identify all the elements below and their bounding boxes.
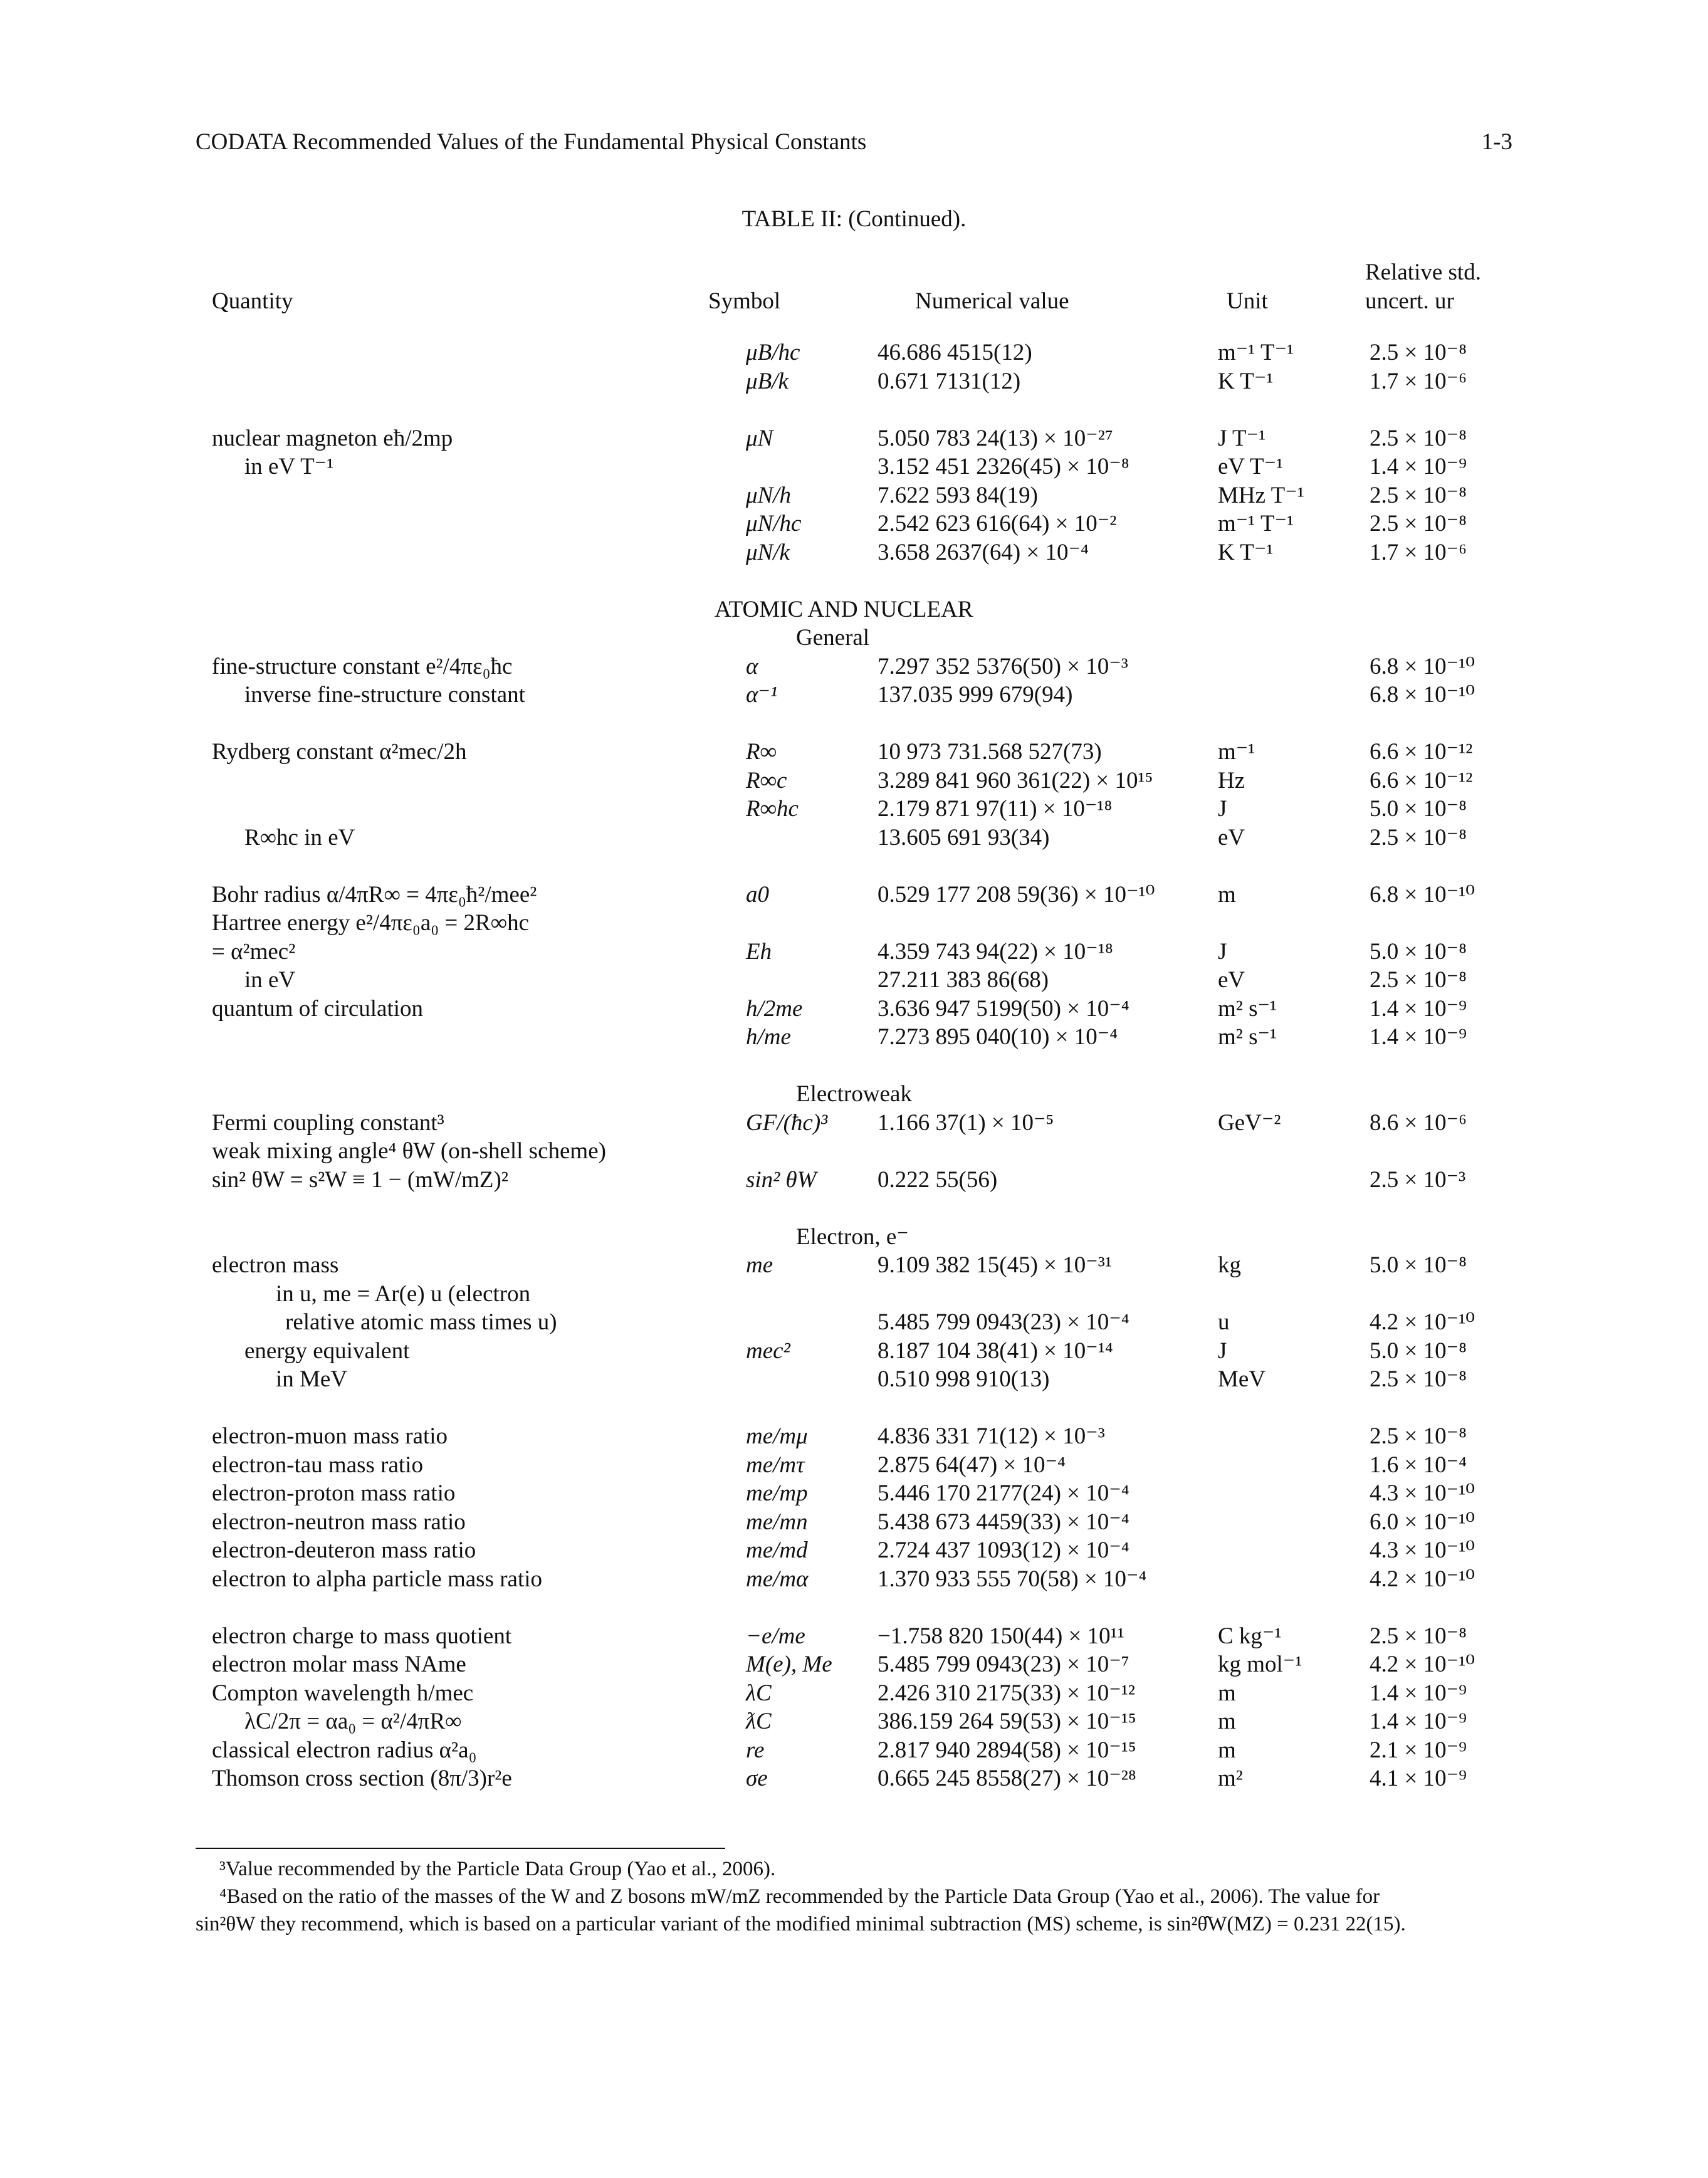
uncertainty-cell: 2.1 × 10⁻⁹ [1370, 1737, 1467, 1763]
table-row [0, 1251, 1708, 1280]
symbol-cell: me/mμ [746, 1423, 808, 1449]
uncertainty-cell: 6.0 × 10⁻¹⁰ [1370, 1509, 1475, 1535]
quantity-cell: Bohr radius α/4πR∞ = 4πε₀ħ²/mee² [212, 881, 537, 908]
unit-cell: m [1218, 881, 1236, 908]
quantity-cell: electron-muon mass ratio [212, 1423, 448, 1449]
symbol-cell: λC [746, 1680, 772, 1706]
value-cell: 13.605 691 93(34) [878, 824, 1050, 851]
value-cell: 2.724 437 1093(12) × 10⁻⁴ [878, 1537, 1129, 1563]
row-spacer [0, 709, 1708, 738]
uncertainty-cell: 4.2 × 10⁻¹⁰ [1370, 1309, 1475, 1335]
footnote-3: ³Value recommended by the Particle Data Group (Yao et al., 2006). [219, 1858, 776, 1880]
symbol-cell: sin² θW [746, 1166, 817, 1193]
value-cell: −1.758 820 150(44) × 10¹¹ [878, 1623, 1124, 1649]
uncertainty-cell: 1.7 × 10⁻⁶ [1370, 368, 1467, 394]
unit-cell: J [1218, 796, 1227, 822]
uncertainty-cell: 4.2 × 10⁻¹⁰ [1370, 1652, 1475, 1677]
value-cell: 3.152 451 2326(45) × 10⁻⁸ [878, 454, 1129, 479]
table-row [0, 1679, 1708, 1708]
uncertainty-cell: 2.5 × 10⁻⁸ [1370, 340, 1467, 365]
value-cell: 3.636 947 5199(50) × 10⁻⁴ [878, 995, 1129, 1022]
symbol-cell: me/mp [746, 1480, 808, 1506]
unit-cell: u [1218, 1309, 1230, 1335]
section-heading-row [0, 1080, 1708, 1109]
quantity-cell: relative atomic mass times u) [285, 1309, 557, 1335]
value-cell: 8.187 104 38(41) × 10⁻¹⁴ [878, 1338, 1113, 1364]
table-row [0, 1736, 1708, 1765]
unit-cell: MeV [1218, 1366, 1266, 1392]
running-header-title: CODATA Recommended Values of the Fundamental Physical Constants [196, 129, 867, 155]
value-cell: 4.836 331 71(12) × 10⁻³ [878, 1423, 1105, 1449]
quantity-cell: in u, me = Ar(e) u (electron [276, 1280, 531, 1307]
quantity-cell: in eV [244, 967, 296, 993]
unit-cell: kg [1218, 1252, 1241, 1278]
uncertainty-cell: 2.5 × 10⁻⁸ [1370, 1623, 1467, 1649]
value-cell: 10 973 731.568 527(73) [878, 739, 1102, 765]
uncertainty-cell: 6.6 × 10⁻¹² [1370, 767, 1473, 793]
uncertainty-cell: 2.5 × 10⁻⁸ [1370, 511, 1467, 537]
symbol-cell: re [746, 1737, 765, 1763]
relative-header-line2: uncert. ur [1365, 288, 1454, 314]
uncertainty-cell: 6.6 × 10⁻¹² [1370, 739, 1473, 765]
table-row [0, 1764, 1708, 1793]
value-cell: 2.817 940 2894(58) × 10⁻¹⁵ [878, 1737, 1136, 1763]
value-cell: 2.875 64(47) × 10⁻⁴ [878, 1452, 1066, 1478]
row-spacer [0, 1394, 1708, 1423]
uncertainty-cell: 1.4 × 10⁻⁹ [1370, 1680, 1467, 1706]
table-row [0, 1337, 1708, 1366]
uncertainty-cell: 4.1 × 10⁻⁹ [1370, 1766, 1467, 1791]
symbol-cell: R∞hc [746, 796, 799, 822]
uncertainty-cell: 5.0 × 10⁻⁸ [1370, 938, 1467, 965]
table-row [0, 1422, 1708, 1451]
unit-cell: eV [1218, 824, 1245, 851]
unit-cell: m² s⁻¹ [1218, 1024, 1277, 1050]
quantity-cell: Thomson cross section (8π/3)r²e [212, 1766, 512, 1791]
quantity-cell: fine-structure constant e²/4πε₀ħc [212, 653, 513, 679]
uncertainty-cell: 1.6 × 10⁻⁴ [1370, 1452, 1467, 1478]
quantity-cell: = α²mec² [212, 938, 296, 965]
table-row [0, 1166, 1708, 1195]
quantity-cell: quantum of circulation [212, 995, 424, 1022]
symbol-cell: α [746, 653, 758, 679]
unit-cell: m [1218, 1680, 1236, 1706]
value-cell: 7.273 895 040(10) × 10⁻⁴ [878, 1024, 1118, 1050]
unit-cell: m⁻¹ T⁻¹ [1218, 511, 1294, 537]
column-header-relative-uncertainty [1365, 258, 1481, 316]
symbol-cell: me/md [746, 1537, 808, 1563]
unit-cell: kg mol⁻¹ [1218, 1652, 1302, 1677]
relative-header-line1: Relative std. [1365, 259, 1481, 285]
symbol-cell: μN/k [746, 539, 790, 565]
uncertainty-cell: 6.8 × 10⁻¹⁰ [1370, 653, 1475, 679]
value-cell: 2.542 623 616(64) × 10⁻² [878, 511, 1117, 537]
value-cell: 46.686 4515(12) [878, 340, 1032, 365]
uncertainty-cell: 2.5 × 10⁻⁸ [1370, 967, 1467, 993]
row-spacer [0, 567, 1708, 595]
value-cell: 7.297 352 5376(50) × 10⁻³ [878, 653, 1128, 679]
value-cell: 5.485 799 0943(23) × 10⁻⁴ [878, 1309, 1129, 1335]
table-row [0, 1451, 1708, 1480]
table-row [0, 481, 1708, 510]
table-row [0, 367, 1708, 396]
uncertainty-cell: 1.4 × 10⁻⁹ [1370, 1709, 1467, 1734]
unit-cell: K T⁻¹ [1218, 539, 1274, 565]
quantity-cell: electron charge to mass quotient [212, 1623, 512, 1649]
table-row [0, 1023, 1708, 1052]
symbol-cell: me/mn [746, 1509, 808, 1535]
uncertainty-cell: 5.0 × 10⁻⁸ [1370, 796, 1467, 822]
table-row [0, 1280, 1708, 1309]
symbol-cell: ƛC [746, 1709, 772, 1734]
value-cell: 9.109 382 15(45) × 10⁻³¹ [878, 1252, 1112, 1278]
table-row [0, 909, 1708, 938]
footnote-4-line1: ⁴Based on the ratio of the masses of the W and Z bosons mW/mZ recommended by the Particle Data Group (Yao et al., 2006). The value for [219, 1885, 1380, 1908]
table-row [0, 681, 1708, 709]
table-row [0, 767, 1708, 795]
quantity-cell: electron-neutron mass ratio [212, 1509, 466, 1535]
value-cell: 7.622 593 84(19) [878, 482, 1038, 508]
value-cell: 5.050 783 24(13) × 10⁻²⁷ [878, 425, 1113, 451]
table-row [0, 1109, 1708, 1138]
value-cell: 4.359 743 94(22) × 10⁻¹⁸ [878, 938, 1113, 965]
symbol-cell: Eh [746, 938, 772, 965]
table-row [0, 881, 1708, 909]
table-row [0, 966, 1708, 995]
row-spacer [0, 1194, 1708, 1223]
column-header-quantity: Quantity [212, 288, 293, 314]
table-row [0, 424, 1708, 453]
unit-cell: GeV⁻² [1218, 1109, 1281, 1136]
table-row [0, 1622, 1708, 1651]
uncertainty-cell: 1.4 × 10⁻⁹ [1370, 454, 1467, 479]
table-row [0, 1308, 1708, 1337]
unit-cell: J T⁻¹ [1218, 425, 1266, 451]
constants-table [0, 338, 1708, 1793]
uncertainty-cell: 2.5 × 10⁻³ [1370, 1166, 1466, 1193]
symbol-cell: μB/hc [746, 340, 800, 365]
uncertainty-cell: 6.8 × 10⁻¹⁰ [1370, 682, 1475, 708]
symbol-cell: α⁻¹ [746, 682, 778, 708]
uncertainty-cell: 5.0 × 10⁻⁸ [1370, 1252, 1467, 1278]
unit-cell: m [1218, 1709, 1236, 1734]
unit-cell: m⁻¹ [1218, 739, 1255, 765]
symbol-cell: h/me [746, 1024, 791, 1050]
symbol-cell: GF/(ħc)³ [746, 1109, 828, 1136]
column-header-symbol: Symbol [708, 288, 781, 314]
row-spacer [0, 1593, 1708, 1622]
value-cell: 1.370 933 555 70(58) × 10⁻⁴ [878, 1566, 1147, 1592]
symbol-cell: me/mτ [746, 1452, 805, 1478]
quantity-cell: R∞hc in eV [244, 824, 355, 851]
quantity-cell: classical electron radius α²a₀ [212, 1737, 477, 1763]
quantity-cell: in eV T⁻¹ [244, 454, 334, 479]
value-cell: 3.289 841 960 361(22) × 10¹⁵ [878, 767, 1153, 793]
value-cell: 0.510 998 910(13) [878, 1366, 1050, 1392]
quantity-cell: electron-proton mass ratio [212, 1480, 456, 1506]
quantity-cell: Fermi coupling constant³ [212, 1109, 444, 1136]
table-row [0, 538, 1708, 567]
quantity-cell: Compton wavelength h/mec [212, 1680, 474, 1706]
section-heading-row [0, 1223, 1708, 1252]
column-header-value: Numerical value [915, 288, 1069, 314]
unit-cell: J [1218, 1338, 1227, 1364]
value-cell: 5.446 170 2177(24) × 10⁻⁴ [878, 1480, 1129, 1506]
symbol-cell: M(e), Me [746, 1652, 832, 1677]
table-row [0, 824, 1708, 852]
footnote-rule [196, 1848, 725, 1849]
unit-cell: eV T⁻¹ [1218, 454, 1284, 479]
table-row [0, 1508, 1708, 1537]
quantity-cell: Hartree energy e²/4πε₀a₀ = 2R∞hc [212, 910, 529, 936]
section-heading: ATOMIC AND NUCLEAR [715, 596, 973, 622]
table-title: TABLE II: (Continued). [741, 206, 967, 232]
symbol-cell: μN/h [746, 482, 792, 508]
quantity-cell: λC/2π = αa₀ = α²/4πR∞ [244, 1709, 462, 1734]
value-cell: 27.211 383 86(68) [878, 967, 1049, 993]
row-spacer [0, 395, 1708, 424]
value-cell: 5.485 799 0943(23) × 10⁻⁷ [878, 1652, 1129, 1677]
value-cell: 0.671 7131(12) [878, 368, 1021, 394]
unit-cell: m² [1218, 1766, 1243, 1791]
value-cell: 1.166 37(1) × 10⁻⁵ [878, 1109, 1054, 1136]
quantity-cell: electron-deuteron mass ratio [212, 1537, 476, 1563]
symbol-cell: −e/me [746, 1623, 805, 1649]
uncertainty-cell: 2.5 × 10⁻⁸ [1370, 1366, 1467, 1392]
symbol-cell: μN/hc [746, 511, 802, 537]
quantity-cell: electron mass [212, 1252, 339, 1278]
table-row [0, 938, 1708, 966]
uncertainty-cell: 2.5 × 10⁻⁸ [1370, 824, 1467, 851]
uncertainty-cell: 1.4 × 10⁻⁹ [1370, 1024, 1467, 1050]
symbol-cell: μB/k [746, 368, 789, 394]
table-row [0, 795, 1708, 824]
table-row [0, 1650, 1708, 1679]
quantity-cell: in MeV [276, 1366, 348, 1392]
symbol-cell: me/mα [746, 1566, 809, 1592]
section-heading-row [0, 595, 1708, 624]
table-row [0, 995, 1708, 1024]
table-row [0, 1365, 1708, 1394]
value-cell: 2.426 310 2175(33) × 10⁻¹² [878, 1680, 1135, 1706]
uncertainty-cell: 6.8 × 10⁻¹⁰ [1370, 881, 1475, 908]
uncertainty-cell: 1.7 × 10⁻⁶ [1370, 539, 1467, 565]
uncertainty-cell: 4.3 × 10⁻¹⁰ [1370, 1480, 1475, 1506]
uncertainty-cell: 4.2 × 10⁻¹⁰ [1370, 1566, 1475, 1592]
value-cell: 2.179 871 97(11) × 10⁻¹⁸ [878, 796, 1113, 822]
uncertainty-cell: 8.6 × 10⁻⁶ [1370, 1109, 1467, 1136]
unit-cell: m⁻¹ T⁻¹ [1218, 340, 1294, 365]
value-cell: 5.438 673 4459(33) × 10⁻⁴ [878, 1509, 1129, 1535]
table-row [0, 738, 1708, 767]
uncertainty-cell: 1.4 × 10⁻⁹ [1370, 995, 1467, 1022]
row-spacer [0, 852, 1708, 881]
symbol-cell: R∞ [746, 739, 777, 765]
table-row [0, 1536, 1708, 1565]
row-spacer [0, 1052, 1708, 1081]
table-row [0, 1565, 1708, 1594]
uncertainty-cell: 2.5 × 10⁻⁸ [1370, 1423, 1467, 1449]
table-row [0, 1479, 1708, 1508]
section-heading: Electroweak [796, 1081, 912, 1107]
section-heading: Electron, e⁻ [796, 1223, 909, 1250]
quantity-cell: energy equivalent [244, 1338, 410, 1364]
section-heading: General [796, 625, 870, 651]
uncertainty-cell: 2.5 × 10⁻⁸ [1370, 482, 1467, 508]
page-number: 1-3 [1481, 129, 1512, 155]
table-row [0, 338, 1708, 367]
value-cell: 386.159 264 59(53) × 10⁻¹⁵ [878, 1709, 1136, 1734]
table-row [0, 510, 1708, 538]
quantity-cell: electron molar mass NAme [212, 1652, 466, 1677]
quantity-cell: electron to alpha particle mass ratio [212, 1566, 543, 1592]
uncertainty-cell: 5.0 × 10⁻⁸ [1370, 1338, 1467, 1364]
table-row [0, 1707, 1708, 1736]
table-row [0, 1137, 1708, 1166]
unit-cell: K T⁻¹ [1218, 368, 1274, 394]
unit-cell: C kg⁻¹ [1218, 1623, 1282, 1649]
unit-cell: MHz T⁻¹ [1218, 482, 1304, 508]
unit-cell: Hz [1218, 767, 1245, 793]
footnote-4-line2: sin²θW they recommend, which is based on a particular variant of the modified minimal subtraction (MS) scheme, is sin²θ̂W(MZ) = 0.231 22(15). [196, 1913, 1406, 1935]
symbol-cell: R∞c [746, 767, 787, 793]
table-row [0, 453, 1708, 481]
symbol-cell: a0 [746, 881, 769, 908]
quantity-cell: sin² θW = s²W ≡ 1 − (mW/mZ)² [212, 1166, 508, 1193]
uncertainty-cell: 4.3 × 10⁻¹⁰ [1370, 1537, 1475, 1563]
symbol-cell: me [746, 1252, 773, 1278]
value-cell: 0.222 55(56) [878, 1166, 998, 1193]
unit-cell: eV [1218, 967, 1245, 993]
value-cell: 0.665 245 8558(27) × 10⁻²⁸ [878, 1766, 1136, 1791]
symbol-cell: h/2me [746, 995, 803, 1022]
symbol-cell: μN [746, 425, 773, 451]
quantity-cell: weak mixing angle⁴ θW (on-shell scheme) [212, 1138, 606, 1164]
unit-cell: m² s⁻¹ [1218, 995, 1277, 1022]
quantity-cell: Rydberg constant α²mec/2h [212, 739, 467, 765]
section-heading-row [0, 624, 1708, 652]
value-cell: 137.035 999 679(94) [878, 682, 1073, 708]
uncertainty-cell: 2.5 × 10⁻⁸ [1370, 425, 1467, 451]
unit-cell: J [1218, 938, 1227, 965]
quantity-cell: nuclear magneton eħ/2mp [212, 425, 453, 451]
symbol-cell: σe [746, 1766, 768, 1791]
quantity-cell: electron-tau mass ratio [212, 1452, 423, 1478]
table-row [0, 652, 1708, 681]
quantity-cell: inverse fine-structure constant [244, 682, 525, 708]
symbol-cell: mec² [746, 1338, 790, 1364]
value-cell: 3.658 2637(64) × 10⁻⁴ [878, 539, 1089, 565]
unit-cell: m [1218, 1737, 1236, 1763]
value-cell: 0.529 177 208 59(36) × 10⁻¹⁰ [878, 881, 1155, 908]
column-header-unit: Unit [1227, 288, 1268, 314]
